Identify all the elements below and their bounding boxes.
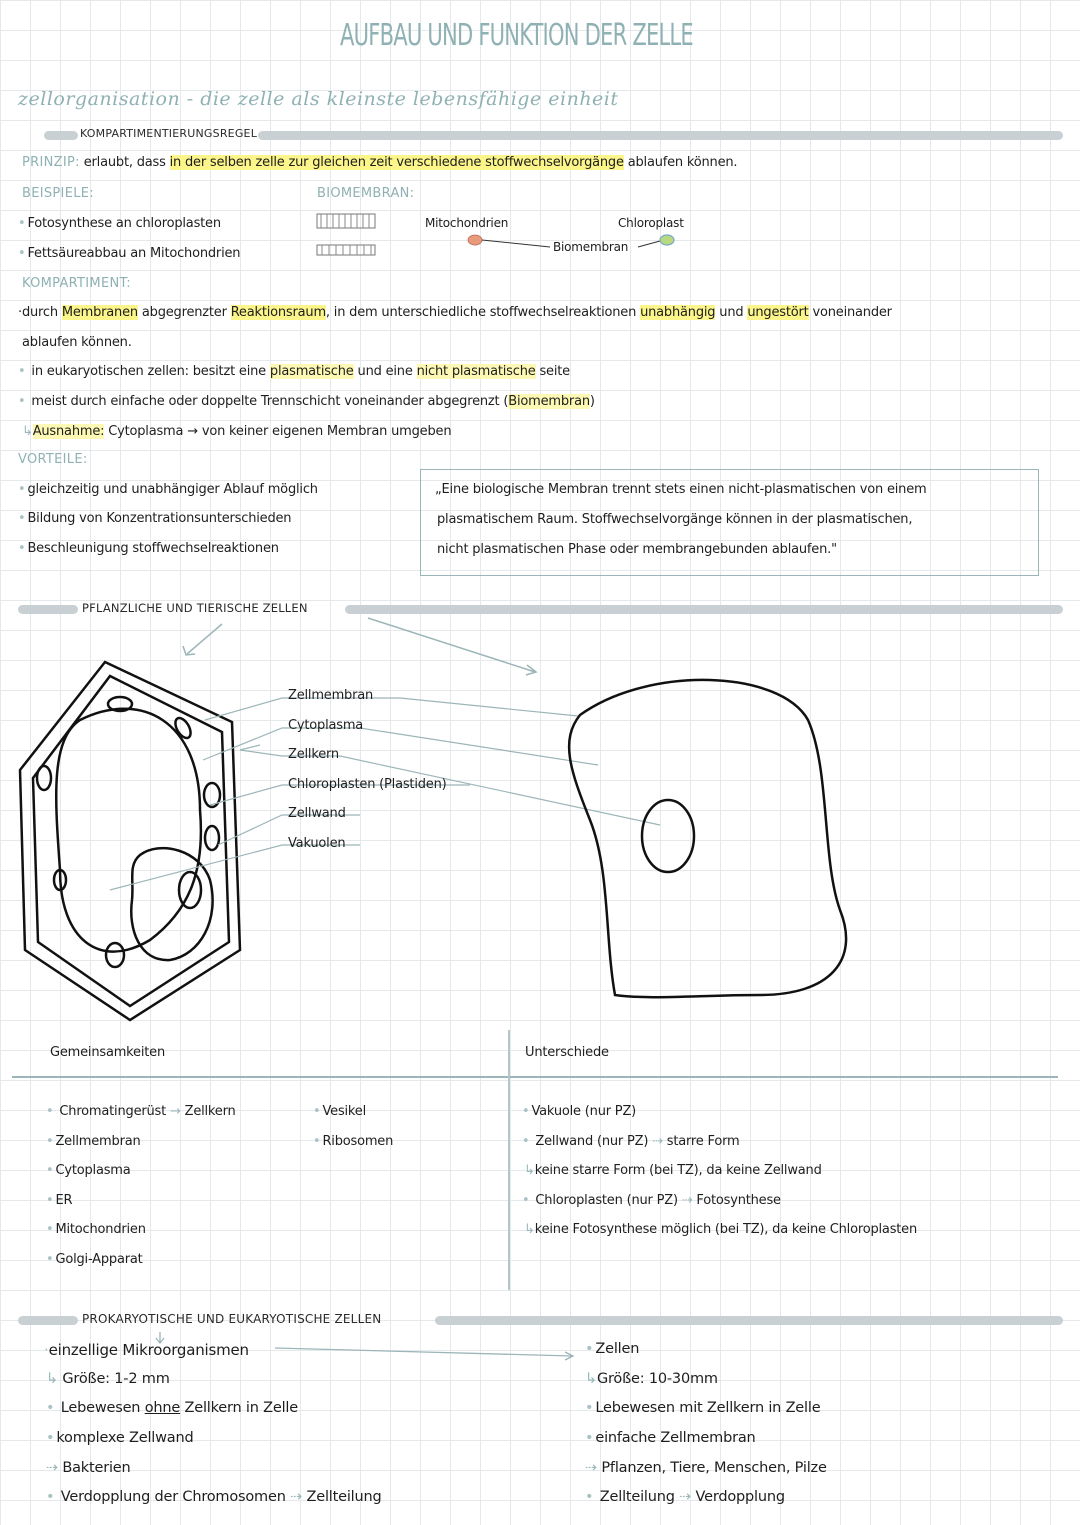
gemeinsam-item: • Zellmembran bbox=[46, 1134, 141, 1149]
label-cytoplasma: Cytoplasma bbox=[288, 718, 364, 733]
prok-left-2: ↳ Größe: 1-2 mm bbox=[46, 1371, 170, 1387]
unterschied-item: • Chloroplasten (nur PZ) ⇢ Fotosynthese bbox=[522, 1193, 781, 1208]
mitochondrion-icon bbox=[468, 235, 482, 245]
kompartiment-line-3: • in eukaryotischen zellen: besitzt eine plasmatische und eine nicht plasmatische seite bbox=[18, 364, 570, 379]
vorteile-label: VORTEILE: bbox=[18, 452, 88, 467]
table-rule bbox=[12, 1076, 1058, 1078]
prok-left-3: • Lebewesen ohne Zellkern in Zelle bbox=[46, 1400, 298, 1416]
unterschiede-heading: Unterschiede bbox=[525, 1045, 609, 1060]
euk-right-3: • Lebewesen mit Zellkern in Zelle bbox=[585, 1400, 820, 1416]
chloroplast-icon bbox=[660, 235, 674, 245]
quote-line-2: plasmatischem Raum. Stoffwechselvorgänge können in der plasmatischen, bbox=[437, 512, 913, 527]
section-bar-right bbox=[435, 1316, 1063, 1325]
biomembran-label: BIOMEMBRAN: bbox=[317, 186, 415, 201]
chloroplast-label: Chloroplast bbox=[618, 216, 684, 230]
prinzip-text-a: erlaubt, dass bbox=[83, 155, 170, 170]
label-zellwand: Zellwand bbox=[288, 806, 346, 821]
prok-left-6: • Verdopplung der Chromosomen ⇢ Zellteilung bbox=[46, 1489, 381, 1505]
label-vakuolen: Vakuolen bbox=[288, 836, 346, 851]
quote-line-1: „Eine biologische Membran trennt stets einen nicht-plasmatischen von einem bbox=[435, 482, 927, 497]
gemeinsam-item: • Mitochondrien bbox=[46, 1222, 146, 1237]
section-heading-prok: PROKARYOTISCHE UND EUKARYOTISCHE ZELLEN bbox=[82, 1312, 382, 1326]
gemeinsam-item: • ER bbox=[46, 1193, 72, 1208]
prinzip-highlight: in der selben zelle zur gleichen zeit verschiedene stoffwechselvorgänge bbox=[169, 155, 624, 170]
euk-right-1: • Zellen bbox=[585, 1341, 639, 1357]
quote-box bbox=[420, 469, 1039, 576]
beispiele-label: BEISPIELE: bbox=[22, 186, 94, 201]
euk-right-4: • einfache Zellmembran bbox=[585, 1430, 756, 1446]
prinzip-line bbox=[22, 155, 737, 170]
unterschied-item: ↳keine starre Form (bei TZ), da keine Zellwand bbox=[524, 1163, 822, 1178]
cell-diagram bbox=[0, 610, 1080, 1030]
unterschied-item: • Vakuole (nur PZ) bbox=[522, 1104, 636, 1119]
gemeinsamkeiten-heading: Gemeinsamkeiten bbox=[50, 1045, 165, 1060]
kompartiment-label: KOMPARTIMENT: bbox=[22, 276, 131, 291]
label-chloroplasten: Chloroplasten (Plastiden) bbox=[288, 777, 447, 792]
gemeinsam-item: • Golgi-Apparat bbox=[46, 1252, 143, 1267]
prok-left-4: • komplexe Zellwand bbox=[46, 1430, 193, 1446]
vorteil-2: • Bildung von Konzentrationsunterschieden bbox=[18, 511, 291, 526]
mitochondrien-label: Mitochondrien bbox=[425, 216, 509, 230]
prok-left-5: ⇢ Bakterien bbox=[46, 1460, 131, 1476]
prok-left-1: ·einzellige Mikroorganismen bbox=[44, 1341, 249, 1359]
section-bar-right bbox=[258, 131, 1063, 140]
biomembran-pointer-label: Biomembran bbox=[553, 240, 629, 254]
unterschied-item: ↳keine Fotosynthese möglich (bei TZ), da keine Chloroplasten bbox=[524, 1222, 917, 1237]
table-divider bbox=[508, 1030, 510, 1290]
section-heading-kompartimentierung: KOMPARTIMENTIERUNGSREGEL bbox=[80, 127, 258, 140]
euk-right-6: • Zellteilung ⇢ Verdopplung bbox=[585, 1489, 785, 1505]
page-title: AUFBAU UND FUNKTION DER ZELLE bbox=[340, 18, 693, 53]
prinzip-label: PRINZIP: bbox=[22, 155, 80, 170]
vorteil-3: • Beschleunigung stoffwechselreaktionen bbox=[18, 541, 279, 556]
beispiel-2: • Fettsäureabbau an Mitochondrien bbox=[18, 246, 240, 261]
beispiel-1: • Fotosynthese an chloroplasten bbox=[18, 216, 221, 231]
kompartiment-line-2: ablaufen können. bbox=[22, 335, 132, 350]
biomembran-symbol bbox=[317, 210, 377, 260]
label-zellmembran: Zellmembran bbox=[288, 688, 374, 703]
gemeinsam-item: • Ribosomen bbox=[313, 1134, 393, 1149]
euk-right-5: ⇢ Pflanzen, Tiere, Menschen, Pilze bbox=[585, 1460, 827, 1476]
kompartiment-line-4: • meist durch einfache oder doppelte Trennschicht voneinander abgegrenzt (Biomembran) bbox=[18, 394, 595, 409]
kompartiment-line-1: ·durch Membranen abgegrenzter Reaktionsraum, in dem unterschiedliche stoffwechselreaktionen unabhängig und ungestört voneinander bbox=[18, 305, 892, 320]
label-zellkern: Zellkern bbox=[288, 747, 339, 762]
kompartiment-line-5: ↳Ausnahme: Cytoplasma → von keiner eigenen Membran umgeben bbox=[22, 424, 452, 439]
euk-right-2: ↳Größe: 10-30mm bbox=[585, 1371, 718, 1387]
animal-cell-drawing bbox=[569, 680, 846, 997]
plant-cell-drawing bbox=[20, 662, 240, 1020]
unterschied-item: • Zellwand (nur PZ) ⇢ starre Form bbox=[522, 1134, 739, 1149]
section-bar-left bbox=[44, 131, 78, 140]
subtitle: zellorganisation - die zelle als kleinste lebensfähige einheit bbox=[18, 88, 619, 110]
gemeinsam-item: • Vesikel bbox=[313, 1104, 366, 1119]
gemeinsam-item: • Cytoplasma bbox=[46, 1163, 131, 1178]
gemeinsam-item-chromatin: • Chromatingerüst → Zellkern bbox=[46, 1104, 236, 1119]
quote-line-3: nicht plasmatischen Phase oder membrangebunden ablaufen." bbox=[437, 542, 837, 557]
prinzip-text-b: ablaufen können. bbox=[623, 155, 738, 170]
section-bar-left bbox=[18, 1316, 78, 1325]
section-heading-zellen: PFLANZLICHE UND TIERISCHE ZELLEN bbox=[82, 601, 308, 615]
vorteil-1: • gleichzeitig und unabhängiger Ablauf möglich bbox=[18, 482, 318, 497]
